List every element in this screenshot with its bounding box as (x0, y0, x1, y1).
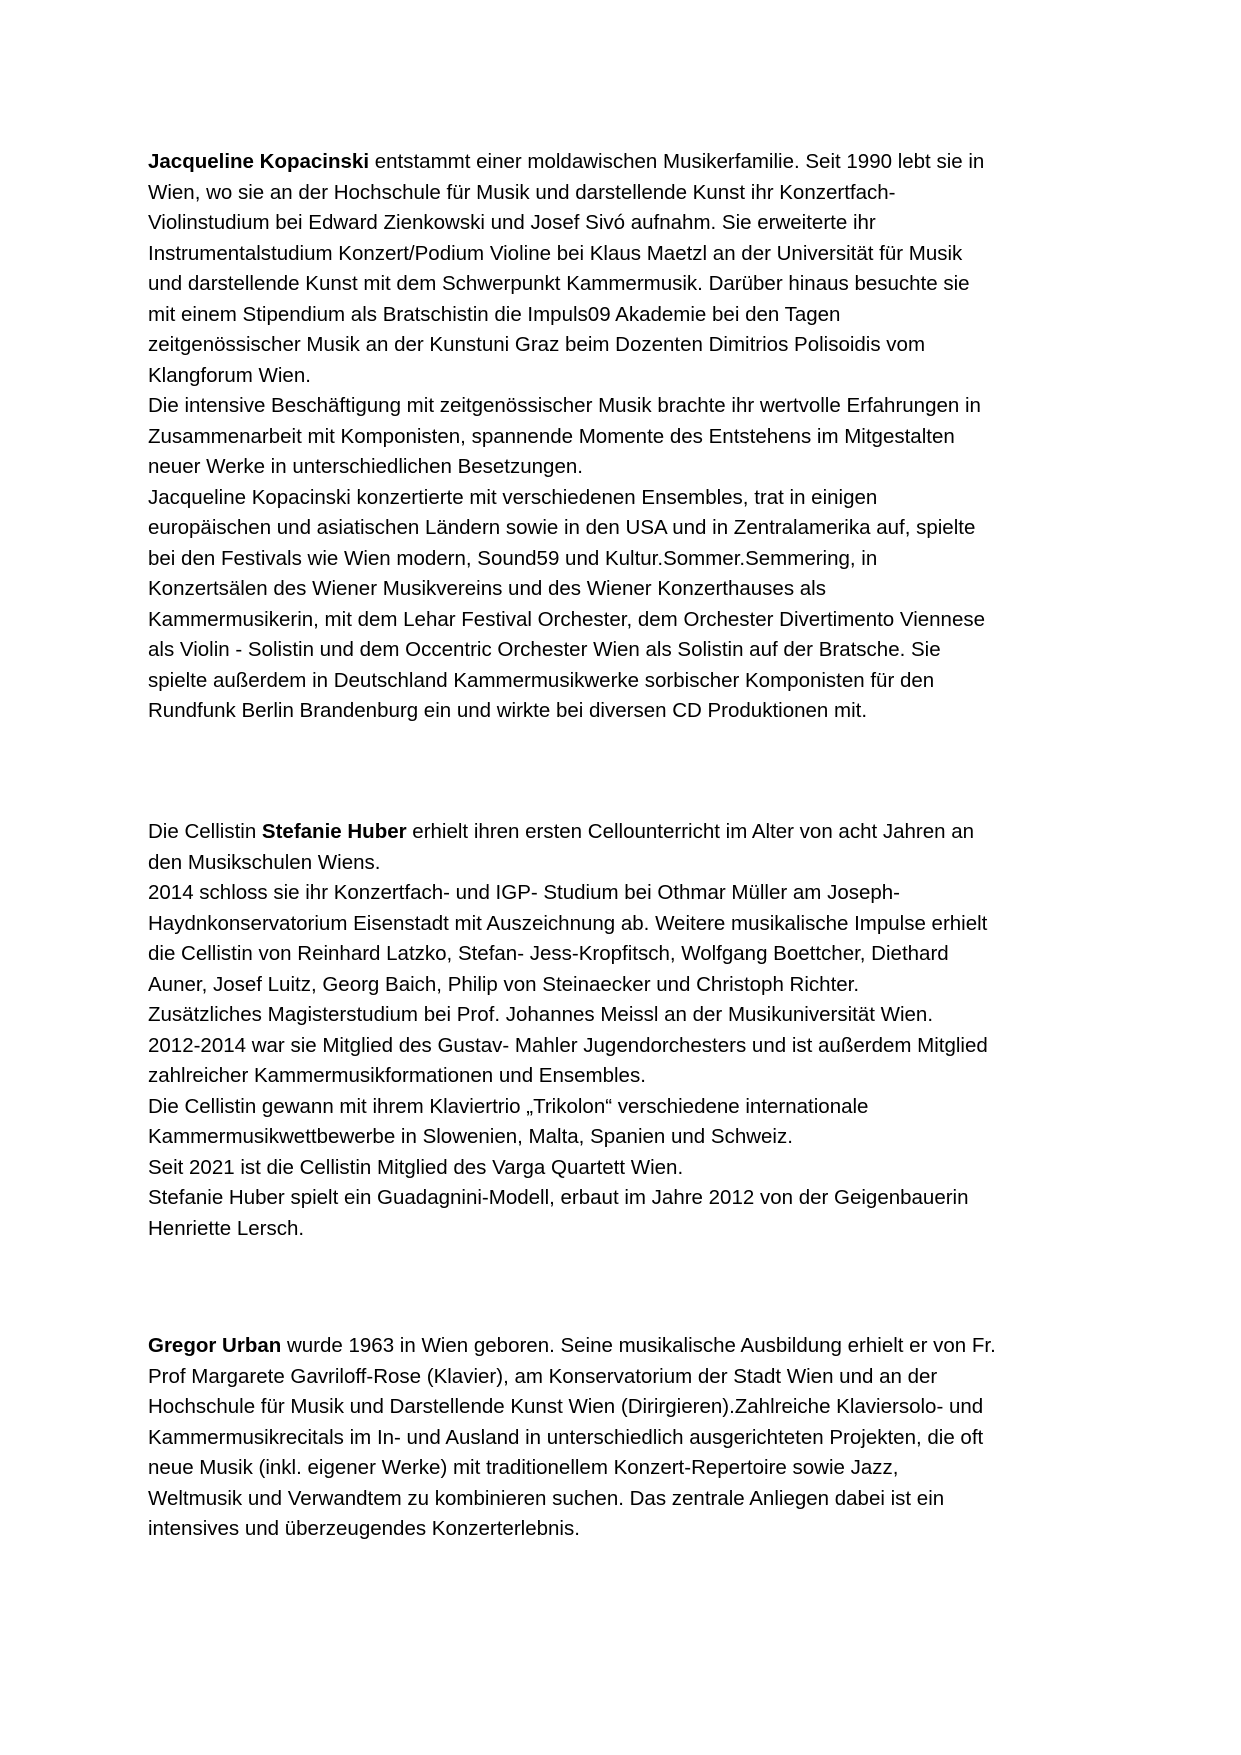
bio-line: Gregor Urban wurde 1963 in Wien geboren. Seine musikalische Ausbildung erhielt er von Fr. (148, 1334, 996, 1357)
bio-line: intensives und überzeugendes Konzerterlebnis. (148, 1517, 580, 1540)
bio-line: Hochschule für Musik und Darstellende Kunst Wien (Dirirgieren).Zahlreiche Klaviersolo- und (148, 1395, 984, 1418)
bio-line: neuer Werke in unterschiedlichen Besetzungen. (148, 455, 583, 478)
bio-line: Instrumentalstudium Konzert/Podium Violine bei Klaus Maetzl an der Universität für Musik (148, 241, 963, 265)
bio-line: Rundfunk Berlin Brandenburg ein und wirkte bei diversen CD Produktionen mit. (148, 699, 868, 722)
bio-name: Jacqueline Kopacinski (148, 150, 370, 173)
bio-jacqueline-kopacinski (148, 147, 1098, 727)
bio-stefanie-huber (148, 817, 1098, 1244)
bio-line: die Cellistin von Reinhard Latzko, Stefan- Jess-Kropfitsch, Wolfgang Boettcher, Diethard (148, 942, 949, 965)
bio-line: Zusammenarbeit mit Komponisten, spannende Momente des Entstehens im Mitgestalten (148, 424, 955, 448)
bio-name: Stefanie Huber (261, 820, 407, 843)
bio-line: Violinstudium bei Edward Zienkowski und Josef Sivó aufnahm. Sie erweiterte ihr (148, 211, 876, 234)
bio-line: Kammermusikerin, mit dem Lehar Festival Orchester, dem Orchester Divertimento Viennese (148, 607, 986, 631)
bio-line: bei den Festivals wie Wien modern, Sound59 und Kultur.Sommer.Semmering, in (148, 546, 878, 570)
bio-line: Henriette Lersch. (148, 1216, 305, 1240)
bio-line: zahlreicher Kammermusikformationen und Ensembles. (148, 1064, 646, 1087)
bio-line: Die Cellistin gewann mit ihrem Klaviertrio „Trikolon“ verschiedene internationale (148, 1094, 869, 1118)
bio-line: Konzertsälen des Wiener Musikvereins und des Wiener Konzerthauses als (148, 577, 826, 600)
bio-line: Stefanie Huber spielt ein Guadagnini-Modell, erbaut im Jahre 2012 von der Geigenbauerin (148, 1186, 969, 1209)
bio-line: Wien, wo sie an der Hochschule für Musik und darstellende Kunst ihr Konzertfach- (148, 180, 896, 204)
bio-line: neue Musik (inkl. eigener Werke) mit traditionellem Konzert-Repertoire sowie Jazz, (148, 1456, 899, 1479)
bio-line: 2014 schloss sie ihr Konzertfach- und IGP- Studium bei Othmar Müller am Joseph- (148, 881, 900, 904)
bio-line: Die Cellistin Stefanie Huber erhielt ihren ersten Cellounterricht im Alter von acht Jahren an (148, 820, 975, 843)
bio-line: Jacqueline Kopacinski konzertierte mit verschiedenen Ensembles, trat in einigen (148, 485, 878, 509)
bio-line: Die intensive Beschäftigung mit zeitgenössischer Musik brachte ihr wertvolle Erfahrungen in (148, 394, 981, 417)
bio-line: und darstellende Kunst mit dem Schwerpunkt Kammermusik. Darüber hinaus besuchte sie (148, 272, 970, 295)
bio-line: Zusätzliches Magisterstudium bei Prof. Johannes Meissl an der Musikuniversität Wien. (148, 1003, 934, 1026)
bio-name: Gregor Urban (148, 1334, 282, 1357)
bio-line: Prof Margarete Gavriloff-Rose (Klavier), am Konservatorium der Stadt Wien und an der (148, 1364, 938, 1388)
bio-line: Kammermusikrecitals im In- und Ausland in unterschiedlich ausgerichteten Projekten, die oft (148, 1425, 984, 1449)
bio-line: als Violin - Solistin und dem Occentric Orchester Wien als Solistin auf der Bratsche. Sie (148, 638, 941, 661)
bio-line: Jacqueline Kopacinski entstammt einer moldawischen Musikerfamilie. Seit 1990 lebt sie in (148, 150, 985, 173)
bio-line: den Musikschulen Wiens. (148, 850, 381, 874)
bio-line: 2012-2014 war sie Mitglied des Gustav- Mahler Jugendorchesters und ist außerdem Mitglied (148, 1033, 988, 1057)
bio-line: Auner, Josef Luitz, Georg Baich, Philip von Steinaecker und Christoph Richter. (148, 972, 860, 996)
bio-line: Klangforum Wien. (148, 363, 311, 387)
bio-line: zeitgenössischer Musik an der Kunstuni Graz beim Dozenten Dimitrios Polisoidis vom (148, 333, 926, 356)
bio-line: Haydnkonservatorium Eisenstadt mit Auszeichnung ab. Weitere musikalische Impulse erhielt (148, 911, 988, 935)
bio-line: mit einem Stipendium als Bratschistin die Impuls09 Akademie bei den Tagen (148, 302, 841, 326)
bio-line: Seit 2021 ist die Cellistin Mitglied des Varga Quartett Wien. (148, 1155, 684, 1179)
bio-line: Kammermusikwettbewerbe in Slowenien, Malta, Spanien und Schweiz. (148, 1125, 793, 1148)
bio-line: spielte außerdem in Deutschland Kammermusikwerke sorbischer Komponisten für den (148, 668, 935, 692)
bio-gregor-urban (148, 1331, 1098, 1545)
bio-line: europäischen und asiatischen Ländern sowie in den USA und in Zentralamerika auf, spielte (148, 516, 976, 539)
bio-line: Weltmusik und Verwandtem zu kombinieren suchen. Das zentrale Anliegen dabei ist ein (148, 1486, 945, 1510)
